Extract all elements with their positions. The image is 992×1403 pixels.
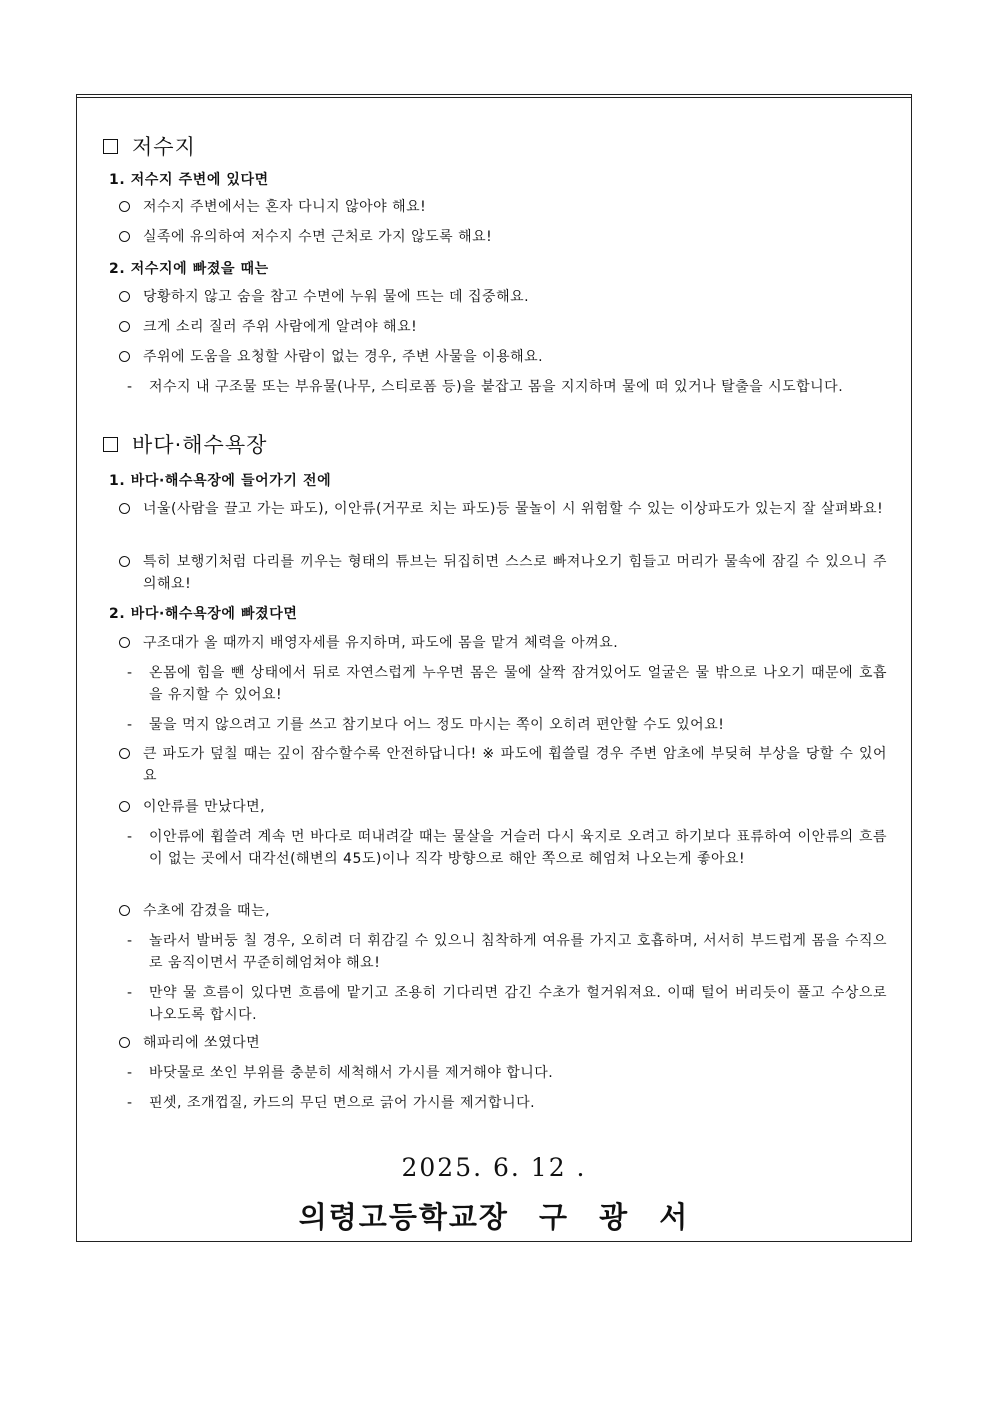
sub-list-item-text: 만약 물 흐름이 있다면 흐름에 맡기고 조용히 기다리면 감긴 수초가 헐거워져요. 이때 털어 버리듯이 풀고 수상으로 나오도록 합시다. [149,985,887,1023]
circle-bullet-icon [119,231,130,242]
subsection-heading: 1. 저수지 주변에 있다면 [109,172,269,188]
circle-bullet-icon [119,801,130,812]
list-item-text: 구조대가 올 때까지 배영자세를 유지하며, 파도에 몸을 맡겨 체력을 아껴요. [143,635,619,651]
list-item [119,551,887,595]
list-item [119,632,887,655]
dash-mark: - [127,985,133,1001]
list-item-text: 수초에 감겼을 때는, [143,903,271,919]
document-date: 2025. 6. 12 . [401,1153,587,1182]
circle-bullet-icon [119,291,130,302]
list-item [119,498,887,521]
list-item-text: 이안류를 만났다면, [143,799,266,815]
dash-mark: - [127,1095,133,1111]
sub-list-item [127,714,887,736]
section-title-text: 저수지 [132,135,196,159]
sub-list-item-text: 바닷물로 쏘인 부위를 충분히 세척해서 가시를 제거해야 합니다. [149,1065,554,1081]
sub-list-item-text: 놀라서 발버둥 칠 경우, 오히려 더 휘감길 수 있으니 침착하게 여유를 가지고 호흡하며, 서서히 부드럽게 몸을 수직으로 움직이면서 꾸준히헤엄쳐야 해요! [149,933,887,971]
subsection-heading: 2. 바다·해수욕장에 빠졌다면 [109,606,298,622]
sub-list-item [127,376,887,398]
circle-bullet-icon [119,556,130,567]
square-box-icon [103,437,118,452]
list-item [119,743,887,787]
circle-bullet-icon [119,503,130,514]
subsection-heading: 1. 바다·해수욕장에 들어가기 전에 [109,473,332,489]
dash-mark: - [127,829,133,845]
list-item [119,196,887,219]
list-item [119,900,887,923]
dash-mark: - [127,1065,133,1081]
dash-mark: - [127,717,133,733]
dash-mark: - [127,665,133,681]
list-item-text: 해파리에 쏘였다면 [143,1035,261,1051]
list-item-text: 당황하지 않고 숨을 참고 수면에 누워 물에 뜨는 데 집중해요. [143,289,530,305]
list-item [119,286,887,309]
circle-bullet-icon [119,637,130,648]
circle-bullet-icon [119,321,130,332]
list-item-text: 저수지 주변에서는 혼자 다니지 않아야 해요! [143,199,427,215]
list-item-text: 주위에 도움을 요청할 사람이 없는 경우, 주변 사물을 이용해요. [143,349,544,365]
dash-mark: - [127,933,133,949]
circle-bullet-icon [119,748,130,759]
circle-bullet-icon [119,905,130,916]
list-item-text: 큰 파도가 덮칠 때는 깊이 잠수할수록 안전하답니다! ※ 파도에 휩쓸릴 경우 주변 암초에 부딪혀 부상을 당할 수 있어요 [143,746,887,784]
sub-list-item [127,930,887,974]
list-item [119,346,887,369]
section-title [103,131,196,161]
subsection-heading: 2. 저수지에 빠졌을 때는 [109,261,269,277]
sub-list-item [127,662,887,706]
sub-list-item-text: 저수지 내 구조물 또는 부유물(나무, 스티로폼 등)을 붙잡고 몸을 지지하며 물에 떠 있거나 탈출을 시도합니다. [149,379,844,395]
circle-bullet-icon [119,351,130,362]
list-item [119,226,887,249]
circle-bullet-icon [119,1037,130,1048]
list-item-text: 너울(사람을 끌고 가는 파도), 이안류(거꾸로 치는 파도)등 물놀이 시 위험할 수 있는 이상파도가 있는지 잘 살펴봐요! [143,501,884,517]
list-item-text: 특히 보행기처럼 다리를 끼우는 형태의 튜브는 뒤집히면 스스로 빠져나오기 힘들고 머리가 물속에 잠길 수 있으니 주의해요! [143,554,887,592]
section-title-text: 바다·해수욕장 [132,433,268,457]
sub-list-item [127,1092,887,1114]
sub-list-item [127,982,887,1026]
sub-list-item-text: 물을 먹지 않으려고 기를 쓰고 참기보다 어느 정도 마시는 쪽이 오히려 편안할 수도 있어요! [149,717,725,733]
section-title [103,429,267,459]
square-box-icon [103,139,118,154]
circle-bullet-icon [119,201,130,212]
list-item [119,316,887,339]
sub-list-item-text: 온몸에 힘을 뺀 상태에서 뒤로 자연스럽게 누우면 몸은 물에 살짝 잠겨있어도 얼굴은 물 밖으로 나오기 때문에 호흡을 유지할 수 있어요! [149,665,887,703]
list-item-text: 실족에 유의하여 저수지 수면 근처로 가지 않도록 해요! [143,229,493,245]
sub-list-item [127,826,887,870]
list-item [119,796,887,819]
dash-mark: - [127,379,133,395]
document-frame [76,94,912,1242]
sub-list-item [127,1062,887,1084]
sub-list-item-text: 이안류에 휩쓸려 계속 먼 바다로 떠내려갈 때는 물살을 거슬러 다시 육지로 오려고 하기보다 표류하여 이안류의 흐름이 없는 곳에서 대각선(해변의 45도)이나 직각 방향으로 해안 쪽으로 헤엄쳐 나오는게 좋아요! [149,829,887,867]
principal-signature: 의령고등학교장 구 광 서 [298,1200,690,1234]
list-item-text: 크게 소리 질러 주위 사람에게 알려야 해요! [143,319,418,335]
list-item [119,1032,887,1055]
sub-list-item-text: 핀셋, 조개껍질, 카드의 무딘 면으로 긁어 가시를 제거합니다. [149,1095,536,1111]
